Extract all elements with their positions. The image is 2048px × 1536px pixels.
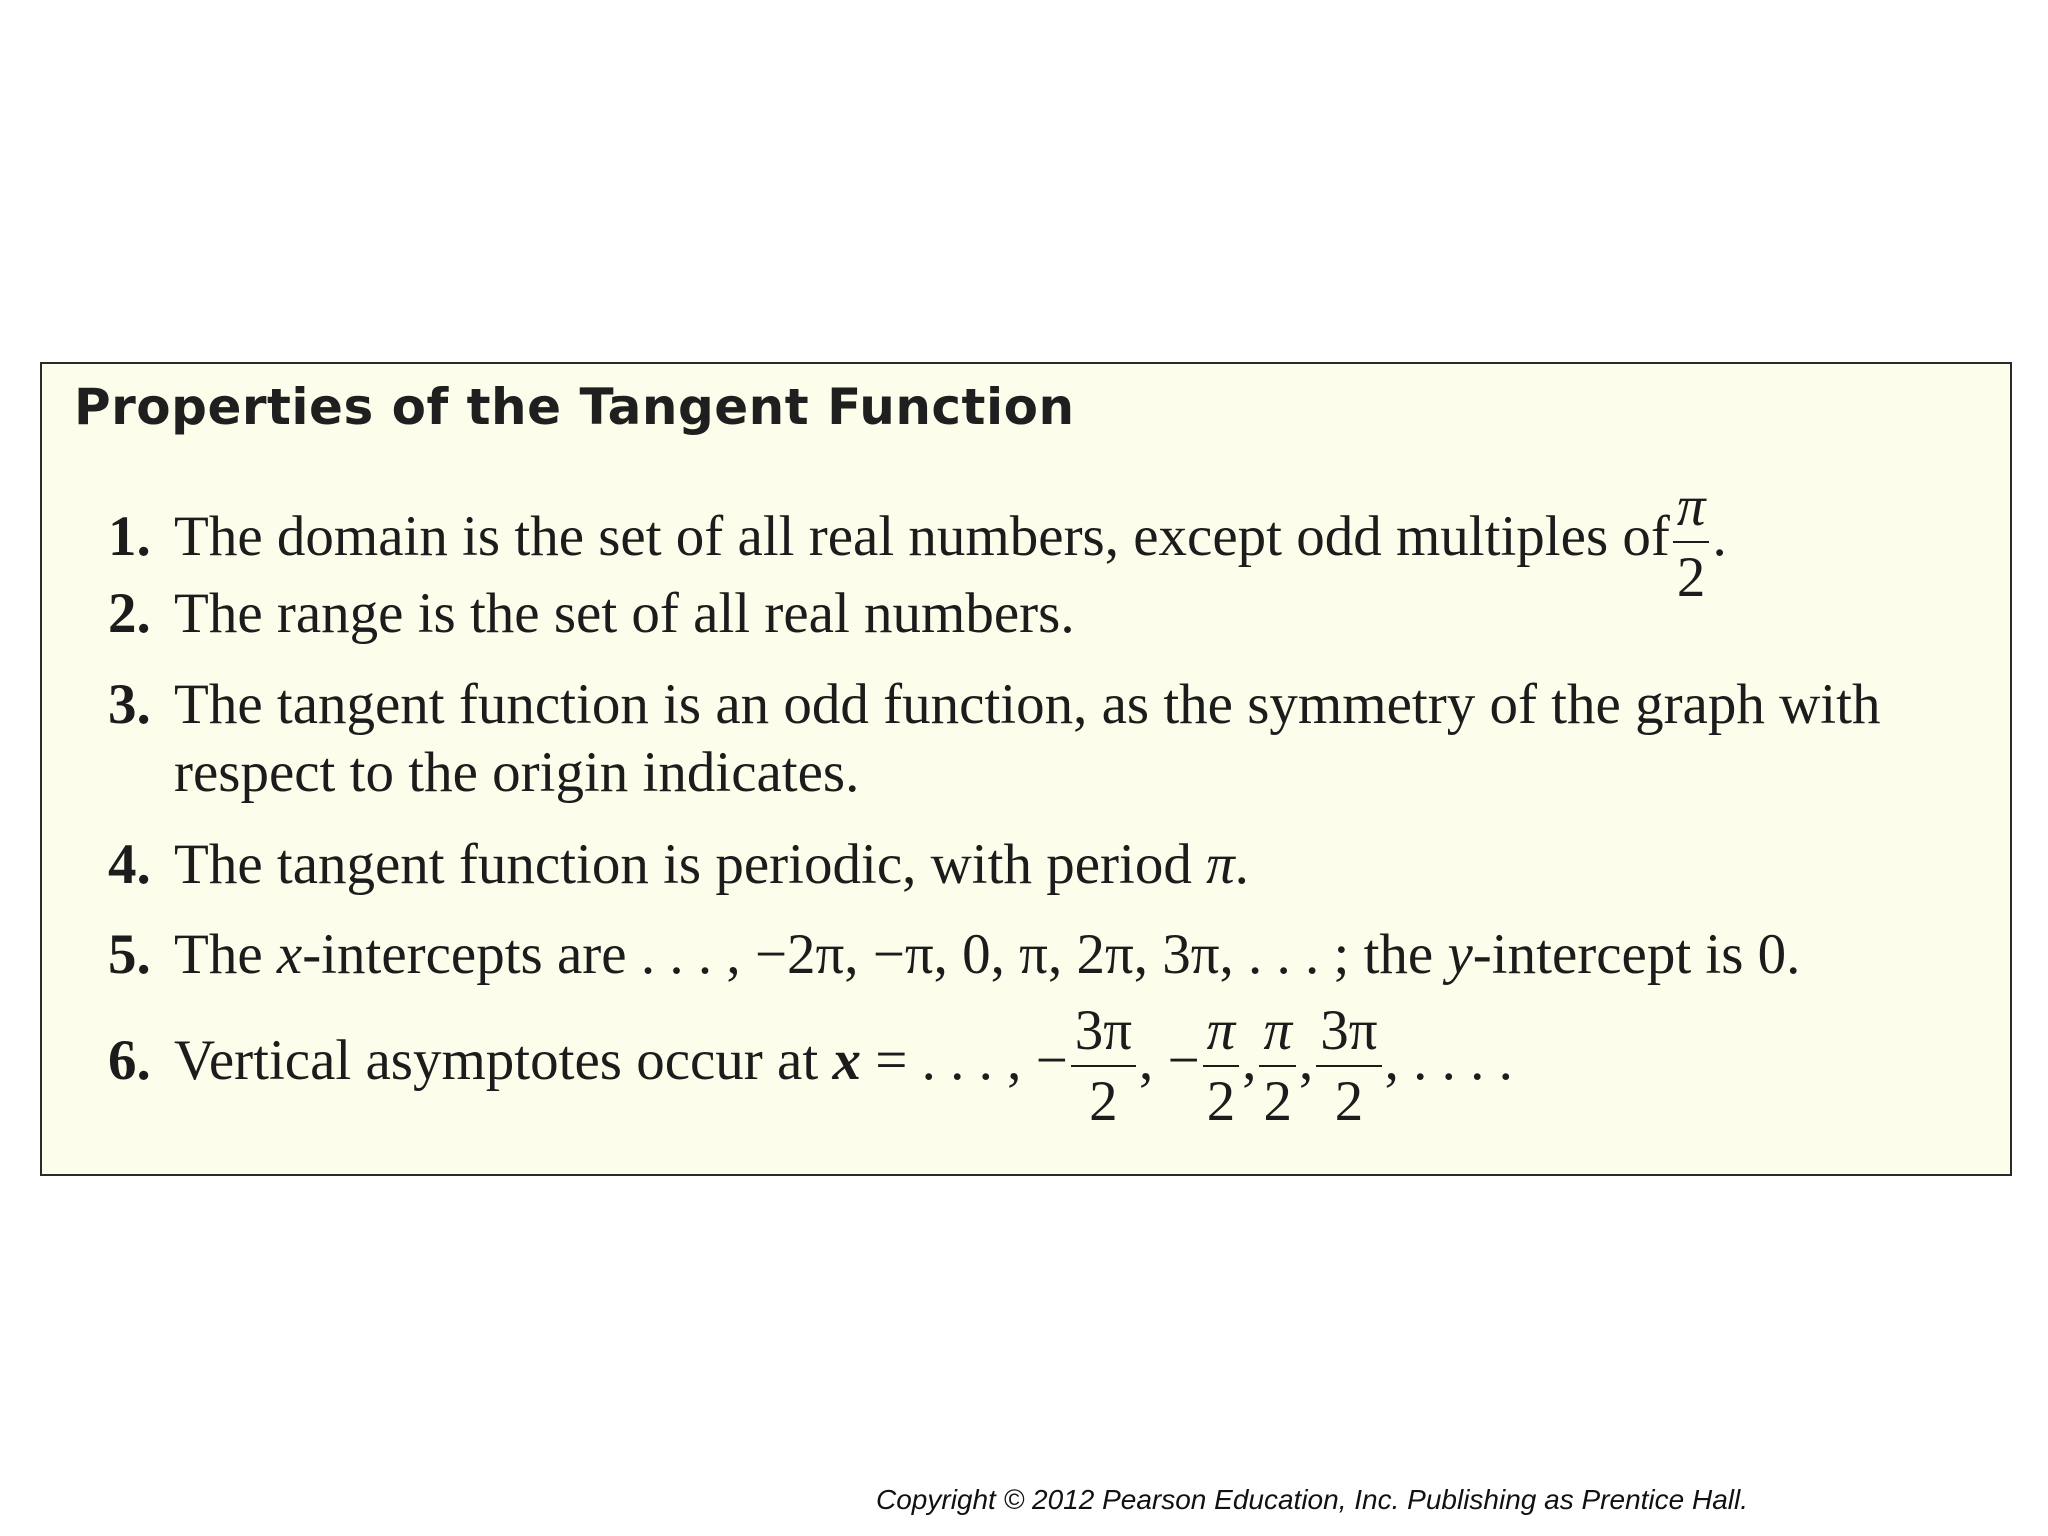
fraction-numerator: 3π — [1071, 1002, 1136, 1067]
y-variable: y — [1447, 923, 1473, 986]
separator: , − — [1139, 1029, 1200, 1093]
pi-symbol: π — [1206, 833, 1235, 896]
fraction — [1203, 999, 1240, 1133]
property-number: 4. — [108, 833, 151, 896]
properties-box — [40, 362, 2012, 1176]
property-number: 5. — [108, 923, 151, 986]
property-text: The tangent function is periodic, with period — [174, 833, 1192, 896]
fraction — [1071, 999, 1136, 1133]
property-4 — [108, 831, 1249, 899]
property-text-start: The — [174, 923, 263, 986]
property-number: 2. — [108, 582, 151, 645]
property-number: 3. — [108, 673, 151, 736]
property-text: The domain is the set of all real numbers, except odd multiples of — [174, 505, 1670, 569]
property-end: . — [1234, 833, 1249, 896]
fraction — [1673, 475, 1710, 609]
asymptote-eq: = . . . , − — [860, 1029, 1068, 1093]
property-6 — [108, 999, 1513, 1133]
property-number: 6. — [108, 1029, 151, 1093]
property-number: 1. — [108, 505, 151, 569]
separator: , — [1242, 1029, 1257, 1093]
property-text-tail: -intercept is 0. — [1472, 923, 1801, 986]
property-text-mid: -intercepts are — [302, 923, 627, 986]
property-end: , . . . . — [1384, 1029, 1513, 1093]
x-variable: x — [832, 1029, 861, 1093]
fraction-denominator: 2 — [1263, 1070, 1293, 1133]
property-end: . — [1712, 505, 1727, 569]
property-3 — [108, 671, 1880, 739]
property-2 — [108, 580, 1075, 648]
fraction-denominator: 2 — [1334, 1070, 1364, 1133]
property-text-line-1: The tangent function is an odd function, as the symmetry of the graph with — [174, 673, 1881, 736]
copyright-footer: Copyright © 2012 Pearson Education, Inc. Publishing as Prentice Hall. — [876, 1484, 1749, 1515]
property-3-line-2: respect to the origin indicates. — [174, 741, 860, 804]
property-5 — [108, 921, 1800, 989]
separator: , — [1299, 1029, 1314, 1093]
fraction — [1316, 999, 1381, 1133]
fraction-numerator: π — [1203, 1002, 1240, 1067]
property-text: Vertical asymptotes occur at — [174, 1029, 819, 1093]
fraction-numerator: π — [1259, 1002, 1296, 1067]
fraction-numerator: 3π — [1316, 1002, 1381, 1067]
fraction-denominator: 2 — [1206, 1070, 1236, 1133]
box-title: Properties of the Tangent Function — [74, 378, 1075, 436]
fraction — [1259, 999, 1296, 1133]
fraction-numerator: π — [1673, 478, 1710, 543]
intercept-list: . . . , −2π, −π, 0, π, 2π, 3π, . . . ; the — [626, 923, 1448, 986]
property-text: The range is the set of all real numbers. — [174, 582, 1075, 645]
x-variable: x — [276, 923, 303, 986]
fraction-denominator: 2 — [1089, 1070, 1118, 1133]
fraction-denominator: 2 — [1676, 546, 1706, 609]
